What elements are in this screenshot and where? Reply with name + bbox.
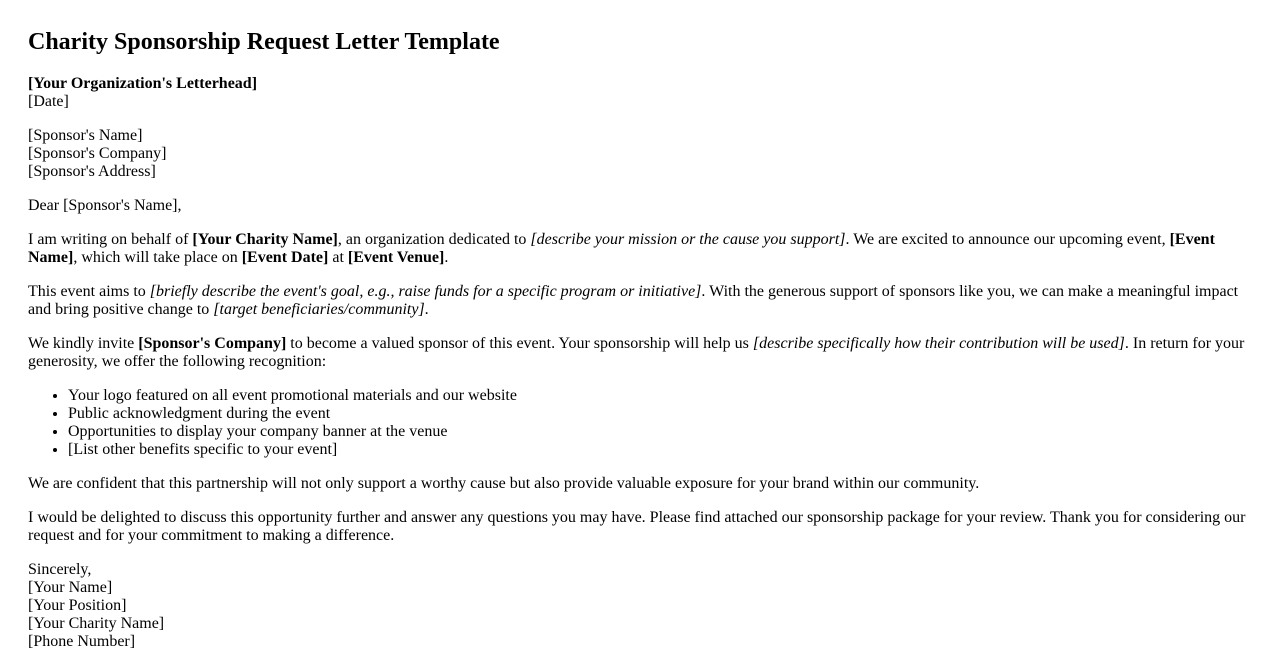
contribution-usage-placeholder: [describe specifically how their contribution will be used] <box>752 335 1125 352</box>
goal-paragraph <box>28 283 1250 319</box>
list-item: • Your logo featured on all event promotional materials and our website <box>68 387 1250 405</box>
list-item: • Opportunities to display your company banner at the venue <box>68 423 1250 441</box>
sponsor-company-inline-placeholder: [Sponsor's Company] <box>138 335 287 352</box>
charity-name-placeholder: [Your Charity Name] <box>192 231 338 248</box>
beneficiaries-placeholder: [target beneficiaries/community] <box>213 301 425 318</box>
intro-text-6: . <box>444 249 449 266</box>
goal-text-1: This event aims to <box>28 283 150 300</box>
goal-text-2: . With the generous support of sponsors like you, we can make a meaningful impact and bring positive change to <box>28 283 1239 318</box>
sponsor-company-placeholder: [Sponsor's Company] <box>28 145 167 162</box>
intro-text-2: , an organization dedicated to <box>337 231 531 248</box>
recipient-address-block <box>28 127 1250 181</box>
sponsor-name-placeholder: [Sponsor's Name] <box>28 127 143 144</box>
invite-text-1: We kindly invite <box>28 335 139 352</box>
confidence-paragraph: We are confident that this partnership will not only support a worthy cause but also provide valuable exposure for your brand within our community. <box>28 475 980 492</box>
letter-document <box>28 0 1250 667</box>
list-item: • [List other benefits specific to your event] <box>68 441 1250 459</box>
invite-text-3: . In return for your generosity, we offer the following recognition: <box>28 335 1245 370</box>
intro-text-4: , which will take place on <box>73 249 242 266</box>
benefits-list <box>28 387 1250 459</box>
intro-text-5: at <box>328 249 348 266</box>
sponsor-address-placeholder: [Sponsor's Address] <box>28 163 156 180</box>
event-name-placeholder: [Event Name] <box>28 231 1215 266</box>
your-position-placeholder: [Your Position] <box>28 597 127 614</box>
letterhead-placeholder: [Your Organization's Letterhead] <box>28 75 258 92</box>
intro-paragraph <box>28 231 1250 267</box>
event-goal-placeholder: [briefly describe the event's goal, e.g., raise funds for a specific program or initiative] <box>149 283 702 300</box>
signature-block <box>28 561 1250 651</box>
intro-text-1: I am writing on behalf of <box>28 231 193 248</box>
invite-text-2: to become a valued sponsor of this event. Your sponsorship will help us <box>286 335 753 352</box>
list-item: • Public acknowledgment during the event <box>68 405 1250 423</box>
closing-paragraph: I would be delighted to discuss this opportunity further and answer any questions you may have. Please find attached our sponsorship package for your review. Thank you for considering our request and for your commitment to making a difference. <box>28 509 1246 544</box>
salutation: Dear [Sponsor's Name], <box>28 197 182 214</box>
event-date-placeholder: [Event Date] <box>241 249 329 266</box>
your-charity-name-placeholder: [Your Charity Name] <box>28 615 165 632</box>
letter-header <box>28 75 1250 111</box>
intro-text-3: . We are excited to announce our upcoming event, <box>845 231 1170 248</box>
date-placeholder: [Date] <box>28 93 69 110</box>
phone-number-placeholder: [Phone Number] <box>28 633 136 650</box>
page-title: Charity Sponsorship Request Letter Template <box>28 29 500 55</box>
invitation-paragraph <box>28 335 1250 371</box>
event-venue-placeholder: [Event Venue] <box>347 249 445 266</box>
signoff: Sincerely, <box>28 561 92 578</box>
mission-placeholder: [describe your mission or the cause you support] <box>530 231 846 248</box>
your-name-placeholder: [Your Name] <box>28 579 113 596</box>
goal-text-3: . <box>424 301 429 318</box>
